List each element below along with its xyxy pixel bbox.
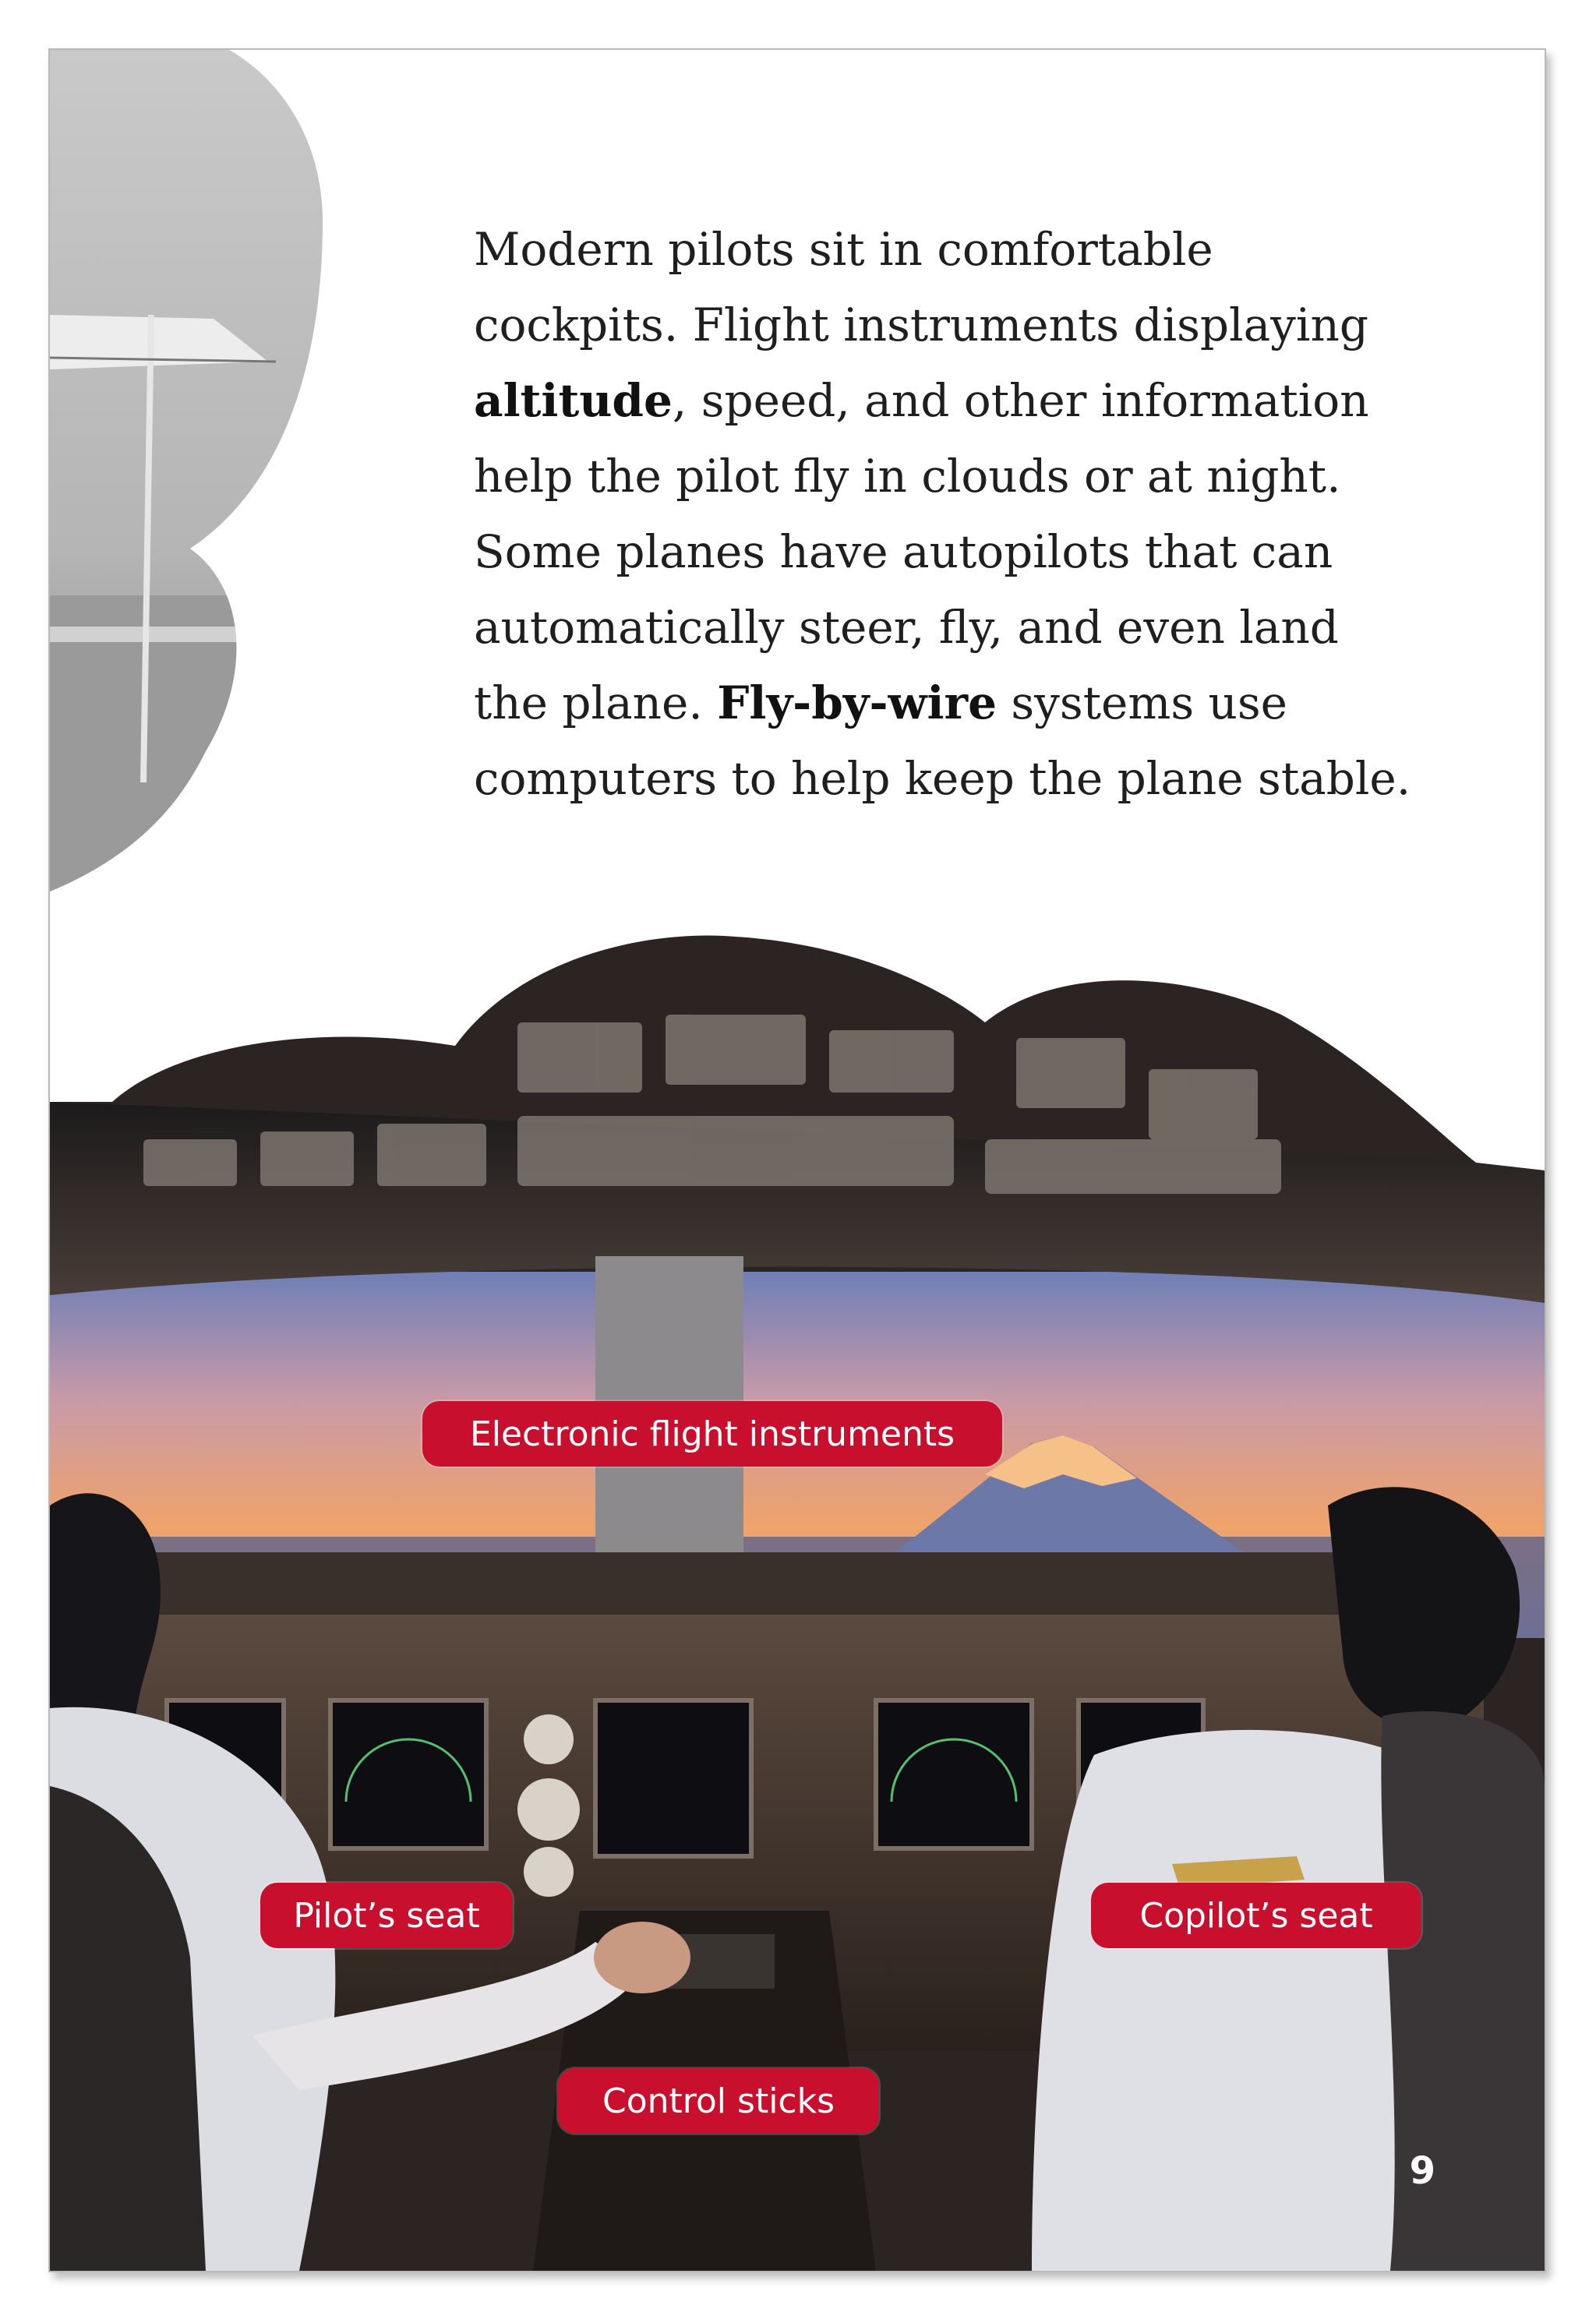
body-line: Some planes have autopilots that can (474, 525, 1333, 578)
body-line-rest: , speed, and other information (672, 374, 1369, 427)
body-line: computers to help keep the plane stable. (474, 752, 1411, 805)
body-line (474, 363, 1425, 439)
body-line-start: the plane. (474, 676, 718, 729)
body-line (474, 665, 1425, 741)
label-electronic-flight-instruments: Electronic flight instruments (422, 1401, 1002, 1467)
glossary-term-fly-by-wire: Fly-by-wire (717, 676, 997, 729)
body-line-rest: systems use (996, 676, 1287, 729)
glossary-term-altitude: altitude (474, 374, 673, 427)
body-line: Modern pilots sit in comfortable (474, 223, 1213, 276)
body-line: cockpits. Flight instruments displaying (474, 298, 1368, 351)
body-line: automatically steer, fly, and even land (474, 601, 1339, 654)
label-pilots-seat: Pilot’s seat (260, 1883, 513, 1948)
book-page (48, 48, 1546, 2272)
body-paragraph (474, 212, 1425, 817)
label-control-sticks: Control sticks (558, 2068, 879, 2134)
label-copilots-seat: Copilot’s seat (1091, 1883, 1421, 1948)
historic-airplane-photo (50, 50, 362, 954)
body-line: help the pilot fly in clouds or at night. (474, 450, 1341, 503)
page-number: 9 (1409, 2149, 1435, 2193)
